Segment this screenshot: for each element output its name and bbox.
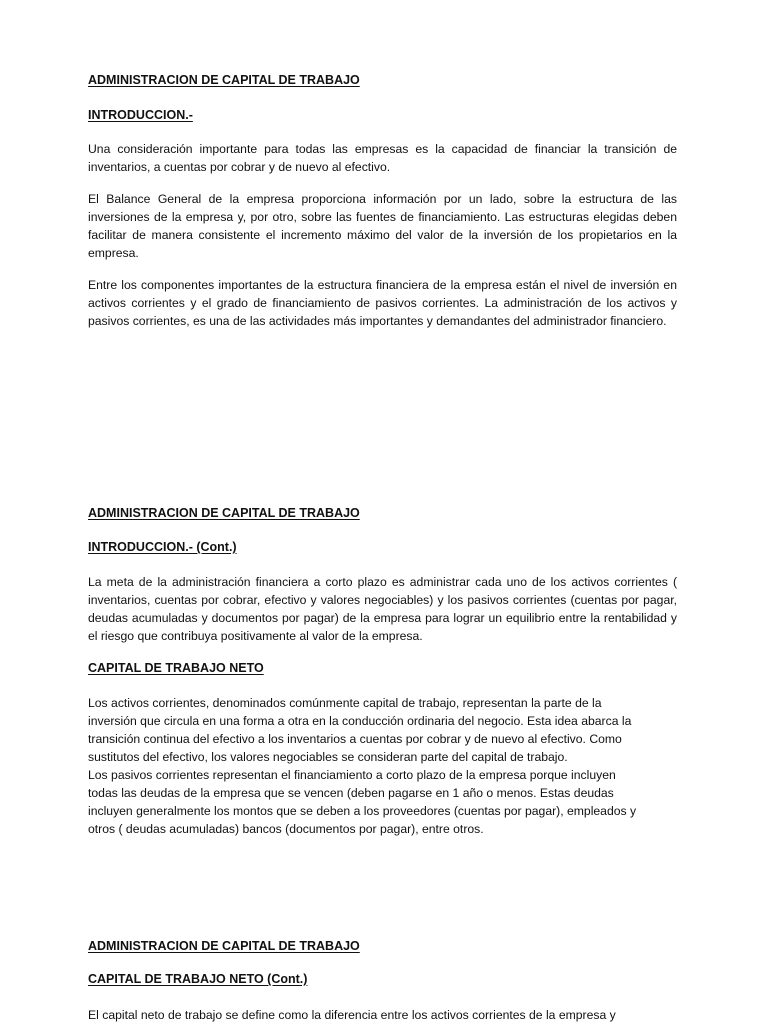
body-line: inversión que circula en una forma a otra en la conducción ordinaria del negocio. Esta idea abarca la — [88, 714, 632, 728]
body-line: transición continua del efectivo a los inventarios a cuentas por cobrar y de nuevo al efectivo. Como — [88, 732, 622, 746]
section-3-subtitle: CAPITAL DE TRABAJO NETO (Cont.) — [88, 972, 308, 986]
body-line: Los pasivos corrientes representan el financiamiento a corto plazo de la empresa porque incluyen — [88, 768, 616, 782]
body-line: Los activos corrientes, denominados comúnmente capital de trabajo, representan la parte de la — [88, 696, 602, 710]
body-line: todas las deudas de la empresa que se vencen (deben pagarse en 1 año o menos. Estas deudas — [88, 786, 614, 800]
section-1-subtitle: INTRODUCCION.- — [88, 108, 193, 122]
section-1-paragraph-1: Una consideración importante para todas las empresas es la capacidad de financiar la transición de inventarios, a cuentas por cobrar y de nuevo al efectivo. — [88, 142, 677, 174]
section-2-title: ADMINISTRACION DE CAPITAL DE TRABAJO — [88, 506, 360, 520]
body-line: otros ( deudas acumuladas) bancos (documentos por pagar), entre otros. — [88, 822, 484, 836]
section-2-subtitle: INTRODUCCION.- (Cont.) — [88, 540, 237, 554]
section-1-title: ADMINISTRACION DE CAPITAL DE TRABAJO — [88, 73, 360, 87]
section-1-paragraph-2: El Balance General de la empresa proporciona información por un lado, sobre la estructura de las inversiones de la empresa y, por otro, sobre las fuentes de financiamiento. Las estructuras elegidas deben facilitar de manera consistente el incremento máximo del valor de la inversión de los propietarios en la empresa. — [88, 192, 677, 260]
section-2-subheading: CAPITAL DE TRABAJO NETO — [88, 661, 264, 675]
section-1-paragraph-3: Entre los componentes importantes de la estructura financiera de la empresa están el nivel de inversión en activos corrientes y el grado de financiamiento de pasivos corrientes. La administración de los activos y pasivos corrientes, es una de las actividades más importantes y demandantes del administrador financiero. — [88, 278, 677, 328]
body-line: sustitutos del efectivo, los valores negociables se consideran parte del capital de trabajo. — [88, 750, 568, 764]
section-2-body — [88, 694, 688, 838]
section-3-title: ADMINISTRACION DE CAPITAL DE TRABAJO — [88, 939, 360, 953]
section-3-paragraph-start: El capital neto de trabajo se define como la diferencia entre los activos corrientes de la empresa y — [88, 1008, 616, 1022]
body-line: incluyen generalmente los montos que se deben a los proveedores (cuentas por pagar), empleados y — [88, 804, 637, 818]
section-2-paragraph: La meta de la administración financiera a corto plazo es administrar cada uno de los activos corrientes ( inventarios, cuentas por cobrar, efectivo y valores negociables) y los pasivos corrientes (cuentas por pagar, deudas acumuladas y documentos por pagar) de la empresa para lograr un equilibrio entre la rentabilidad y el riesgo que contribuya positivamente al valor de la empresa. — [88, 575, 677, 643]
